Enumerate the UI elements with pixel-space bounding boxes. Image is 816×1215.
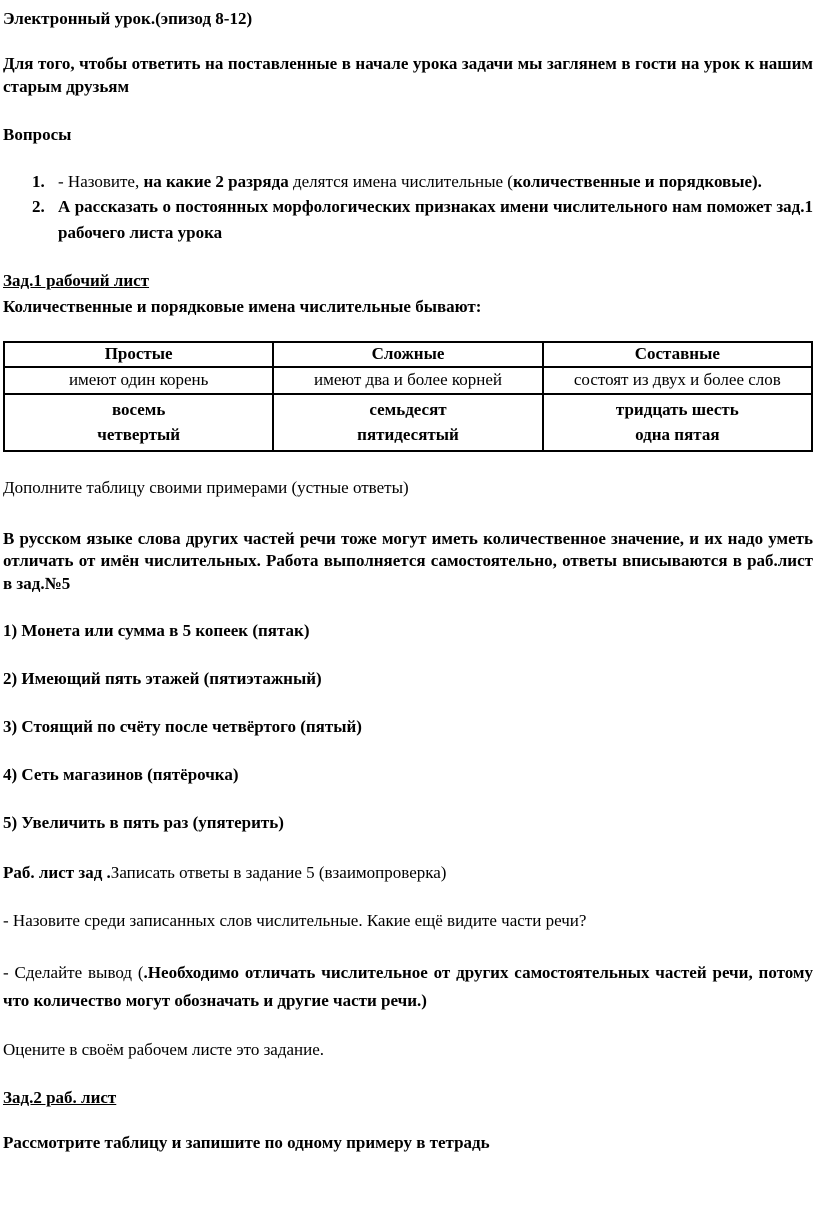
table-example-line: семьдесят xyxy=(369,399,447,419)
table-example-line: восемь xyxy=(111,399,166,419)
task1-heading: Зад.1 рабочий лист xyxy=(3,271,150,291)
rate-task-line: Оцените в своём рабочем листе это задание. xyxy=(3,1040,325,1060)
question-2-text: А рассказать о постоянных морфологических признаках имени числительного нам поможет зад.1 рабочего листа урока xyxy=(58,197,813,242)
table-examples-row xyxy=(4,394,812,451)
worksheet-note-bold: Раб. лист зад . xyxy=(3,863,111,883)
table-example-line: тридцать шесть xyxy=(615,399,739,419)
question-1-segment-plain: - Назовите, xyxy=(58,171,144,191)
table-header-simple: Простые xyxy=(4,342,273,366)
intro-paragraph: Для того, чтобы ответить на поставленные в начале урока задачи мы заглянем в гости на урок к нашим старым друзьям xyxy=(3,53,813,96)
document-title: Электронный урок.(эпизод 8-12) xyxy=(3,9,253,28)
table-cell-simple-examples xyxy=(4,394,273,451)
table-header-complex: Сложные xyxy=(273,342,542,366)
worksheet-note xyxy=(3,862,813,885)
table-cell-complex-desc: имеют два и более корней xyxy=(273,367,542,394)
example-item-4: 4) Сеть магазинов (пятёрочка) xyxy=(3,765,239,785)
example-item-3: 3) Стоящий по счёту после четвёртого (пятый) xyxy=(3,717,362,737)
question-1-number: 1. xyxy=(32,171,45,191)
question-item-1 xyxy=(3,169,813,195)
table-cell-complex-examples xyxy=(273,394,542,451)
numerals-table xyxy=(3,341,813,451)
table-cell-compound-examples xyxy=(543,394,812,451)
name-numerals-question: - Назовите среди записанных слов числительные. Какие ещё видите части речи? xyxy=(3,910,587,930)
table-description-row xyxy=(4,367,812,394)
questions-list xyxy=(3,169,813,246)
question-1-text xyxy=(58,169,813,195)
example-item-5: 5) Увеличить в пять раз (упятерить) xyxy=(3,813,284,833)
conclusion-paragraph xyxy=(3,959,813,1015)
table-example-line: одна пятая xyxy=(635,425,720,445)
table-cell-compound-desc: состоят из двух и более слов xyxy=(543,367,812,394)
table-header-compound: Составные xyxy=(543,342,812,366)
example-item-1: 1) Монета или сумма в 5 копеек (пятак) xyxy=(3,621,310,641)
table-cell-simple-desc: имеют один корень xyxy=(4,367,273,394)
task2-instruction: Рассмотрите таблицу и запишите по одному примеру в тетрадь xyxy=(3,1132,490,1152)
conclusion-plain: - Сделайте вывод ( xyxy=(3,962,144,982)
questions-heading: Вопросы xyxy=(3,124,72,144)
table-header-row xyxy=(4,342,812,366)
task2-heading: Зад.2 раб. лист xyxy=(3,1087,117,1107)
question-1-segment-bold: количественные и порядковые). xyxy=(512,171,762,191)
work-paragraph: В русском языке слова других частей речи тоже могут иметь количественное значение, и их надо уметь отличать от имён числительных. Работа выполняется самостоятельно, ответы вписываются в раб.лист в зад.№5 xyxy=(3,528,813,594)
worksheet-note-plain: Записать ответы в задание 5 (взаимопроверка) xyxy=(110,863,447,883)
question-1-segment-bold: на какие 2 разряда xyxy=(143,171,293,191)
question-2-number: 2. xyxy=(32,197,45,217)
table-example-line: пятидесятый xyxy=(357,425,459,445)
conclusion-bold: .Необходимо отличать числительное от других самостоятельных частей речи, потому что количество могут обозначать и другие части речи.) xyxy=(3,962,813,1010)
question-1-segment-plain: делятся имена числительные ( xyxy=(292,171,513,191)
table-example-line: четвертый xyxy=(97,425,181,445)
after-table-note: Дополните таблицу своими примерами (устные ответы) xyxy=(3,477,409,497)
question-item-2 xyxy=(3,194,813,245)
example-item-2: 2) Имеющий пять этажей (пятиэтажный) xyxy=(3,669,322,689)
task1-subtitle: Количественные и порядковые имена числительные бывают: xyxy=(3,297,482,317)
